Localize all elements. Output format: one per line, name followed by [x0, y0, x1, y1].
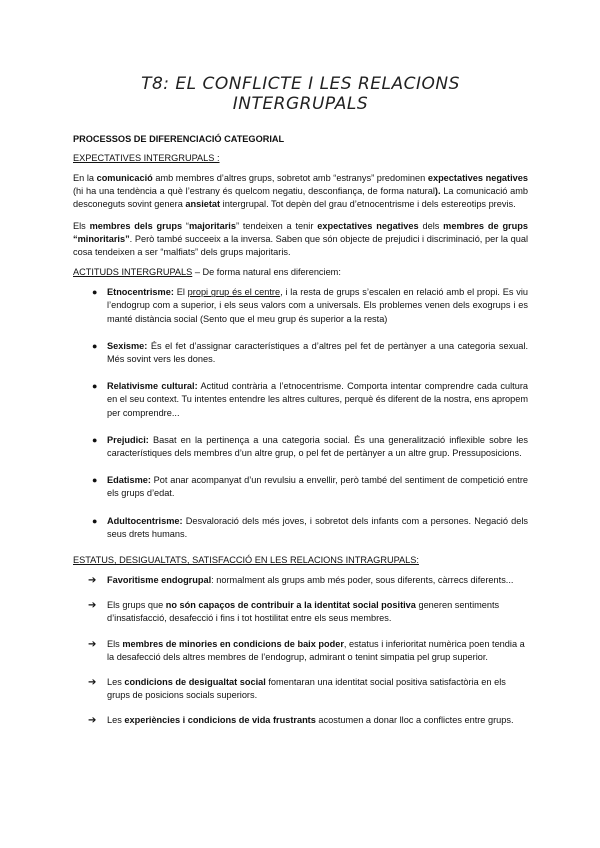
- bullet-icon: ●: [92, 515, 98, 526]
- subheading-estatus: ESTATUS, DESIGUALTATS, SATISFACCIÓ EN LES RELACIONS INTRAGRUPALS:: [73, 555, 419, 566]
- list-item: ● Prejudici: Basat en la pertinença a una categoria social. És una generalització inflexible sobre les característiques dels membres d’un altre grup, o pel fet de pertànyer a un altre grup. Pressuposicions.: [92, 434, 528, 459]
- list-item: ➔ Els membres de minories en condicions de baix poder, estatus i inferioritat numèrica poen tendia a la desafecció dels altres membres de l’endogrup, admirant o tenint simpatia pel grup superior.: [88, 638, 525, 662]
- list-item: ● Adultocentrisme: Desvaloració dels més joves, i sobretot dels infants com a persones. Negació dels seus drets humans.: [92, 515, 528, 539]
- estatus-list: [73, 574, 528, 728]
- list-item: ● Sexisme: És el fet d’assignar característiques a d’altres pel fet de pertànyer a una categoria sexual. Més sovint vers les dones.: [92, 340, 528, 365]
- bullet-icon: ●: [92, 340, 98, 351]
- paragraph-comunicacio: En la comunicació amb membres d’altres grups, sobretot amb “estranys” predominen expectatives negatives (hi ha una tendència a què l’estrany és quelcom negatiu, desconfiança, de forma natural). La comunicació amb desconeguts sovint genera ansietat intergrupal. Tot depèn del grau d’etnocentrisme i dels estereotips previs.: [73, 173, 528, 210]
- actituds-list: [73, 286, 528, 541]
- subheading-expectatives: EXPECTATIVES INTERGRUPALS :: [73, 153, 220, 163]
- list-item: ● Edatisme: Pot anar acompanyat d’un revulsiu a envellir, però també del sentiment de competició entre els grups d’edat.: [92, 475, 528, 499]
- section-heading-diferenciacio: PROCESSOS DE DIFERENCIACIÓ CATEGORIAL: [73, 134, 285, 144]
- list-item: ➔ Les experiències i condicions de vida frustrants acostumen a donar lloc a conflictes entre grups.: [88, 715, 514, 727]
- bullet-icon: ●: [92, 287, 98, 298]
- list-item: ➔ Les condicions de desigualtat social fomentaran una identitat social positiva satisfactòria en els grups de posicions socials superiors.: [88, 677, 506, 701]
- list-item: ➔ Els grups que no són capaços de contribuir a la identitat social positiva generen sentiments d’insatisfacció, desafecció i fins i tot hostilitat entre els seus membres.: [88, 600, 500, 624]
- bullet-icon: ●: [92, 434, 98, 445]
- arrow-right-icon: ➔: [88, 575, 97, 587]
- arrow-right-icon: ➔: [88, 715, 97, 727]
- list-item: ● Relativisme cultural: Actitud contrària a l’etnocentrisme. Comporta intentar comprendre cada cultura en el seu context. Tu intentes entendre les altres cultures, perquè és diferent de la nostra, ens apropem per comprendre...: [92, 381, 528, 418]
- subheading-actituds: ACTITUDS INTERGRUPALS – De forma natural ens diferenciem:: [73, 267, 341, 278]
- paragraph-majoritaris: Els membres dels grups “majoritaris” tendeixen a tenir expectatives negatives dels membres de grups “minoritaris”. Però també succeeix a la inversa. Saben que són objecte de prejudici i discriminació, per la qual cosa tendeixen a ser “malfiats” dels grups majoritaris.: [73, 220, 528, 258]
- arrow-right-icon: ➔: [88, 677, 97, 689]
- bullet-icon: ●: [92, 475, 98, 486]
- list-item: ➔ Favoritisme endogrupal: normalment als grups amb més poder, sous diferents, càrrecs diferents...: [88, 575, 514, 587]
- arrow-right-icon: ➔: [88, 638, 97, 650]
- arrow-right-icon: ➔: [88, 600, 97, 612]
- list-item: ● Etnocentrisme: El propi grup és el centre, i la resta de grups s’escalen en relació amb el propi. Es viu l’endogrup com a superior, i els seus valors com a universals. Els problemes venen dels exogrups i es manté distància social (Sento que el meu grup és superior a la resta): [92, 287, 528, 324]
- bullet-icon: ●: [92, 381, 98, 392]
- page-title: T8: EL CONFLICTE I LES RELACIONS INTERGRUPALS: [141, 74, 460, 114]
